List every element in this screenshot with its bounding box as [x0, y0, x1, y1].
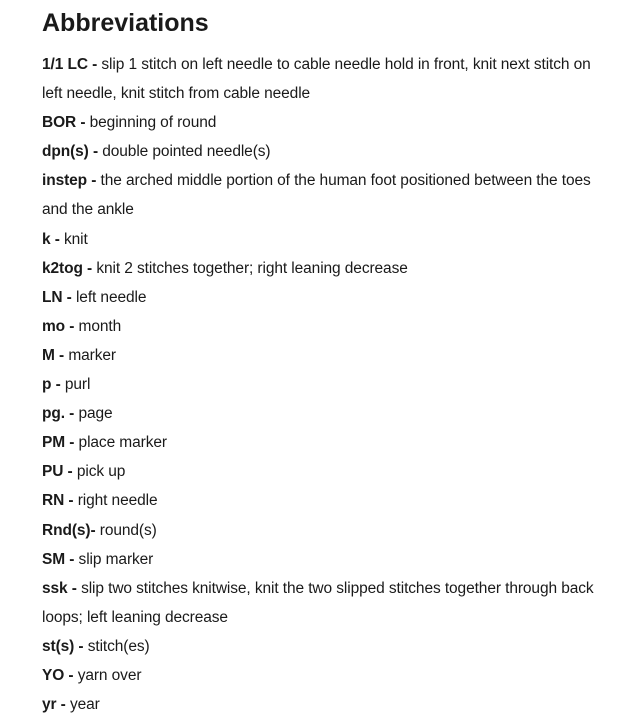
abbreviation-definition: slip 1 stitch on left needle to cable needle hold in front, knit next stitch on left needle, knit stitch from cable needle	[42, 56, 591, 103]
abbreviation-term: yr -	[42, 696, 66, 714]
abbreviation-item	[42, 370, 615, 399]
abbreviation-term: Rnd(s)-	[42, 521, 96, 539]
abbreviation-item	[42, 457, 615, 486]
abbreviation-definition: yarn over	[77, 666, 142, 684]
abbreviation-item	[42, 486, 615, 515]
abbreviation-item	[42, 516, 615, 545]
abbreviation-item	[42, 283, 615, 312]
abbreviation-term: LN -	[42, 288, 72, 306]
abbreviation-term: BOR -	[42, 114, 86, 132]
abbreviation-definition: year	[69, 696, 100, 714]
abbreviation-term: SM -	[42, 550, 75, 568]
abbreviation-item	[42, 574, 615, 632]
abbreviation-definition: slip two stitches knitwise, knit the two slipped stitches together through back loops; left leaning decrease	[42, 579, 594, 626]
abbreviation-term: k -	[42, 230, 60, 248]
abbreviation-item	[42, 545, 615, 574]
abbreviation-definition: double pointed needle(s)	[102, 143, 271, 161]
abbreviation-item	[42, 108, 615, 137]
abbreviation-definition: stitch(es)	[87, 637, 150, 655]
abbreviation-term: YO -	[42, 666, 74, 684]
abbreviation-item	[42, 661, 615, 690]
abbreviation-definition: the arched middle portion of the human foot positioned between the toes and the ankle	[42, 172, 591, 219]
abbreviation-term: st(s) -	[42, 637, 84, 655]
abbreviation-definition: right needle	[77, 492, 158, 510]
abbreviation-item	[42, 399, 615, 428]
abbreviation-list	[42, 50, 615, 719]
abbreviation-item	[42, 341, 615, 370]
abbreviation-definition: page	[78, 405, 113, 423]
abbreviation-term: mo -	[42, 317, 75, 335]
abbreviation-term: PM -	[42, 434, 75, 452]
abbreviation-item	[42, 166, 615, 224]
abbreviation-definition: month	[78, 317, 122, 335]
abbreviation-definition: pick up	[76, 463, 126, 481]
abbreviation-term: p -	[42, 376, 61, 394]
abbreviation-definition: slip marker	[78, 550, 154, 568]
abbreviation-item	[42, 50, 615, 108]
abbreviation-definition: purl	[64, 376, 91, 394]
abbreviation-item	[42, 137, 615, 166]
abbreviation-item	[42, 632, 615, 661]
abbreviation-definition: beginning of round	[89, 114, 217, 132]
abbreviation-term: 1/1 LC -	[42, 56, 98, 73]
abbreviation-term: k2tog -	[42, 259, 93, 277]
abbreviation-item	[42, 312, 615, 341]
page-title: Abbreviations	[42, 9, 209, 37]
abbreviation-item	[42, 225, 615, 254]
abbreviation-definition: marker	[68, 346, 116, 364]
abbreviation-term: instep -	[42, 172, 97, 190]
abbreviation-definition: knit	[64, 230, 88, 248]
abbreviation-term: dpn(s) -	[42, 143, 99, 161]
abbreviation-definition: knit 2 stitches together; right leaning decrease	[96, 259, 408, 277]
abbreviation-item	[42, 254, 615, 283]
abbreviation-definition: left needle	[75, 288, 147, 306]
abbreviation-definition: place marker	[78, 434, 167, 452]
abbreviation-item	[42, 690, 615, 719]
abbreviation-item	[42, 428, 615, 457]
abbreviation-term: pg. -	[42, 405, 75, 423]
abbreviation-term: PU -	[42, 463, 73, 481]
abbreviation-definition: round(s)	[99, 521, 157, 539]
abbreviation-term: ssk -	[42, 579, 77, 597]
abbreviation-term: RN -	[42, 492, 74, 510]
abbreviation-term: M -	[42, 346, 65, 364]
